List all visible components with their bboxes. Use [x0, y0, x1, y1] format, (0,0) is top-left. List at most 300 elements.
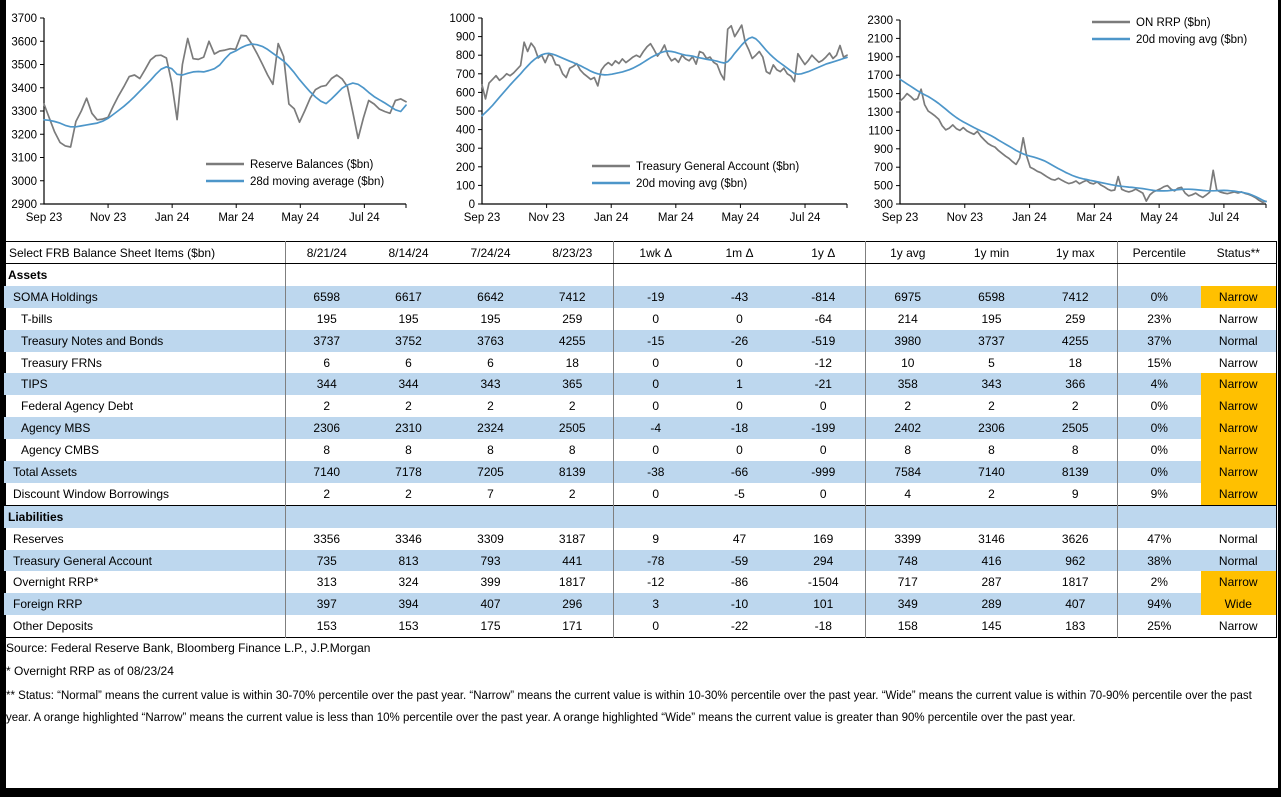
row-label: Treasury FRNs [21, 355, 102, 370]
value-cell: 8 [988, 443, 995, 458]
value-cell: 2505 [1061, 421, 1089, 436]
value-cell: 8 [487, 443, 494, 458]
table-row [4, 593, 1277, 615]
status-cell: Narrow [1201, 286, 1277, 308]
empty-cell [532, 505, 614, 527]
y-tick-label: 3100 [11, 152, 37, 165]
reserve-balances-chart [6, 6, 426, 234]
value-cell: -15 [614, 330, 698, 352]
value-cell: 259 [1065, 311, 1086, 326]
y-tick-label: 900 [455, 31, 475, 44]
value-cell: 399 [480, 575, 501, 590]
value-cell: 2306 [978, 421, 1005, 436]
value-cell: 7178 [395, 464, 422, 479]
value-cell: 2 [405, 486, 412, 501]
value-cell: 7140 [286, 461, 368, 483]
treasury-general-account-chart [442, 6, 857, 234]
value-cell: 349 [866, 593, 950, 615]
value-cell: 9 [1071, 486, 1079, 501]
value-cell: 3980 [866, 330, 950, 352]
value-cell: 0 [614, 615, 698, 637]
value-cell: 358 [866, 373, 950, 395]
value-cell: 47% [1118, 528, 1201, 550]
value-cell: 343 [480, 377, 501, 392]
status-cell: Narrow [1218, 619, 1258, 634]
value-cell: 6 [487, 355, 494, 370]
empty-cell [1201, 264, 1277, 286]
value-cell: 394 [398, 597, 419, 612]
x-tick-label: Sep 23 [881, 212, 919, 224]
value-cell: 7140 [978, 464, 1005, 479]
value-cell: 153 [398, 619, 419, 634]
value-cell: 3763 [477, 333, 504, 348]
value-cell: 407 [1065, 597, 1086, 612]
y-tick-label: 500 [873, 180, 893, 193]
value-cell: 37% [1118, 330, 1201, 352]
table-row [4, 571, 1277, 593]
value-cell: 3309 [477, 531, 504, 546]
status-definition-note: ** Status: “Normal” means the current value is within 30-70% percentile over the past year. “Narrow” means the current value is within 10-30% percentile over the past year. “Wide” means the current value is within 70-90% percentile over the past year. A orange highlighted “Narrow” means the current value is less than 10% percentile over the past year. A orange highlighted “Wide” means the current value is greater than 90% percentile over the past year. [6, 690, 1252, 724]
status-cell: Normal [1218, 333, 1258, 348]
empty-cell [698, 505, 782, 527]
y-tick-label: 1700 [867, 70, 893, 83]
value-cell: 2 [286, 395, 368, 417]
value-cell: 287 [981, 575, 1002, 590]
table-row [4, 330, 1277, 352]
x-tick-label: Nov 23 [89, 212, 127, 224]
value-cell: 1817 [1061, 575, 1089, 590]
value-cell: 294 [813, 553, 834, 568]
value-cell: 2 [866, 395, 950, 417]
x-tick-label: Mar 24 [218, 212, 255, 224]
y-tick-label: 3600 [11, 36, 37, 49]
value-cell: 0% [1118, 439, 1201, 461]
value-cell: 195 [398, 311, 419, 326]
value-cell: -12 [814, 355, 832, 370]
y-tick-label: 1300 [867, 107, 893, 119]
value-cell: 8 [1071, 443, 1079, 458]
table-row [4, 550, 1277, 572]
legend-label: 20d moving avg ($bn) [636, 178, 748, 190]
value-cell: -519 [811, 333, 836, 348]
y-tick-label: 900 [873, 143, 893, 156]
series-reserve-balances-bn- [44, 35, 406, 147]
series-20d-moving-avg-bn- [482, 37, 847, 116]
status-cell: Narrow [1201, 417, 1277, 439]
section-row [4, 505, 1277, 527]
value-cell: 7412 [558, 289, 586, 304]
empty-cell [368, 505, 450, 527]
table-row [4, 286, 1277, 308]
empty-cell [950, 505, 1034, 527]
x-tick-label: Nov 23 [528, 212, 565, 224]
legend-label: 20d moving avg ($bn) [1136, 34, 1248, 46]
y-tick-label: 3700 [11, 13, 37, 25]
x-tick-label: Jan 24 [593, 212, 629, 224]
value-cell: 1 [736, 377, 743, 392]
value-cell: 6 [405, 355, 412, 370]
value-cell: 169 [813, 531, 834, 546]
column-header: Percentile [1118, 242, 1201, 264]
table-row [4, 461, 1277, 483]
value-cell: -59 [730, 553, 749, 568]
value-cell: 813 [398, 553, 419, 568]
value-cell: 416 [981, 553, 1002, 568]
value-cell: 8139 [558, 464, 586, 479]
table-row [4, 528, 1277, 550]
value-cell: 3626 [1061, 531, 1089, 546]
value-cell: -12 [614, 571, 698, 593]
value-cell: 47 [732, 531, 747, 546]
row-label: Foreign RRP [13, 597, 83, 612]
status-cell: Narrow [1201, 373, 1277, 395]
value-cell: 3737 [978, 333, 1005, 348]
row-label: SOMA Holdings [13, 289, 98, 304]
value-cell: 15% [1118, 352, 1201, 374]
value-cell: 5 [988, 355, 995, 370]
column-header: 1m Δ [698, 242, 782, 264]
value-cell: 6 [286, 352, 368, 374]
value-cell: 7205 [477, 464, 504, 479]
x-tick-label: Jul 24 [349, 212, 380, 224]
value-cell: -43 [730, 289, 749, 304]
value-cell: 18 [565, 355, 579, 370]
y-tick-label: 1900 [867, 51, 893, 64]
y-tick-label: 800 [455, 50, 475, 63]
value-cell: 23% [1118, 308, 1201, 330]
empty-cell [950, 264, 1034, 286]
value-cell: -38 [614, 461, 698, 483]
empty-cell [698, 264, 782, 286]
value-cell: 38% [1118, 550, 1201, 572]
value-cell: 441 [562, 553, 583, 568]
value-cell: 8139 [1061, 464, 1089, 479]
value-cell: 183 [1065, 619, 1086, 634]
balance-sheet-table [3, 241, 1277, 638]
y-tick-label: 700 [873, 162, 893, 175]
value-cell: 2 [1071, 399, 1079, 414]
table-row [4, 439, 1277, 461]
status-cell: Narrow [1201, 395, 1277, 417]
empty-cell [532, 264, 614, 286]
column-header: 7/24/24 [450, 242, 532, 264]
value-cell: 296 [562, 597, 583, 612]
value-cell: 3399 [866, 528, 950, 550]
y-tick-label: 3300 [11, 106, 37, 118]
status-cell: Narrow [1201, 571, 1277, 593]
table-row [4, 373, 1277, 395]
value-cell: 962 [1065, 553, 1086, 568]
y-tick-label: 2100 [867, 33, 893, 46]
value-cell: 365 [562, 377, 583, 392]
column-header: Status** [1201, 242, 1277, 264]
status-cell: Wide [1201, 593, 1277, 615]
value-cell: 8 [568, 443, 576, 458]
x-tick-label: Jul 24 [789, 212, 821, 224]
status-cell: Narrow [1218, 355, 1258, 370]
value-cell: 6642 [477, 289, 504, 304]
table-title: Select FRB Balance Sheet Items ($bn) [4, 242, 286, 264]
value-cell: 4255 [558, 333, 586, 348]
row-label: Agency MBS [21, 421, 91, 436]
value-cell: 9% [1118, 483, 1201, 505]
x-tick-label: May 24 [721, 212, 760, 224]
value-cell: 1817 [558, 575, 586, 590]
value-cell: 0% [1118, 461, 1201, 483]
value-cell: 175 [480, 619, 501, 634]
value-cell: 2505 [558, 421, 586, 436]
value-cell: 2 [988, 486, 995, 501]
value-cell: 0% [1118, 417, 1201, 439]
value-cell: 3356 [286, 528, 368, 550]
value-cell: 4 [866, 483, 950, 505]
empty-cell [1034, 505, 1118, 527]
value-cell: -86 [730, 575, 749, 590]
column-header: 1y max [1034, 242, 1118, 264]
row-label: Assets [8, 267, 48, 282]
value-cell: -4 [614, 417, 698, 439]
value-cell: 748 [866, 550, 950, 572]
value-cell: 195 [286, 308, 368, 330]
value-cell: 94% [1118, 593, 1201, 615]
row-label: Federal Agency Debt [21, 399, 134, 414]
row-label: Total Assets [13, 464, 78, 479]
value-cell: 0 [614, 352, 698, 374]
value-cell: 3752 [395, 333, 422, 348]
value-cell: 8 [866, 439, 950, 461]
row-label: Agency CMBS [21, 443, 100, 458]
value-cell: 8 [286, 439, 368, 461]
value-cell: 6598 [286, 286, 368, 308]
value-cell: 18 [1068, 355, 1082, 370]
empty-cell [286, 264, 368, 286]
x-tick-label: May 24 [281, 212, 320, 224]
empty-cell [1118, 505, 1201, 527]
value-cell: 195 [480, 311, 501, 326]
legend-label: 28d moving average ($bn) [250, 176, 385, 188]
value-cell: -21 [814, 377, 832, 392]
value-cell: 366 [1065, 377, 1086, 392]
on-rrp-chart [858, 6, 1278, 234]
value-cell: 344 [286, 373, 368, 395]
value-cell: 343 [981, 377, 1002, 392]
value-cell: 0 [736, 311, 743, 326]
y-tick-label: 1100 [868, 125, 893, 138]
row-label: Liabilities [4, 505, 286, 527]
legend-label: Reserve Balances ($bn) [250, 159, 374, 171]
table-row [4, 417, 1277, 439]
y-tick-label: 2900 [11, 199, 37, 211]
row-label: TIPS [21, 377, 48, 392]
y-tick-label: 400 [455, 124, 475, 137]
value-cell: 2 [405, 399, 412, 414]
row-label: Reserves [13, 531, 64, 546]
value-cell: 0 [819, 443, 827, 458]
column-header: 1y avg [866, 242, 950, 264]
y-tick-label: 700 [455, 68, 475, 81]
value-cell: 214 [866, 308, 950, 330]
empty-cell [1118, 264, 1201, 286]
value-cell: 4255 [1061, 333, 1089, 348]
x-tick-label: Nov 23 [946, 212, 984, 224]
empty-cell [782, 264, 866, 286]
series-on-rrp-bn- [900, 89, 1266, 202]
y-tick-label: 200 [455, 161, 475, 174]
value-cell: 7 [487, 486, 494, 501]
y-tick-label: 600 [455, 87, 475, 100]
value-cell: -78 [614, 550, 698, 572]
y-tick-label: 3500 [11, 59, 37, 72]
status-cell: Narrow [1201, 461, 1277, 483]
value-cell: -199 [811, 421, 836, 436]
series-28d-moving-average-bn- [44, 44, 406, 127]
value-cell: 793 [480, 553, 501, 568]
value-cell: -22 [730, 619, 749, 634]
value-cell: 0 [614, 439, 698, 461]
y-tick-label: 500 [455, 106, 475, 118]
value-cell: 3187 [558, 531, 586, 546]
value-cell: 3737 [286, 330, 368, 352]
empty-cell [450, 264, 532, 286]
balance-sheet-table-wrap [3, 241, 1277, 638]
value-cell: 6617 [395, 289, 422, 304]
empty-cell [866, 505, 950, 527]
value-cell: 0 [614, 308, 698, 330]
table-row [4, 483, 1277, 505]
value-cell: 0 [614, 395, 698, 417]
x-tick-label: Sep 23 [25, 212, 63, 224]
status-cell: Normal [1218, 531, 1258, 546]
value-cell: 195 [981, 311, 1002, 326]
value-cell: 2306 [286, 417, 368, 439]
value-cell: 2310 [395, 421, 422, 436]
value-cell: -18 [730, 421, 749, 436]
value-cell: 4% [1118, 373, 1201, 395]
row-label: Discount Window Borrowings [13, 486, 170, 501]
column-header: 8/14/24 [368, 242, 450, 264]
table-row [4, 395, 1277, 417]
page-border-bottom [0, 788, 1281, 797]
empty-cell [1034, 264, 1118, 286]
column-header: 8/21/24 [286, 242, 368, 264]
empty-cell [368, 264, 450, 286]
value-cell: -10 [730, 597, 749, 612]
legend-label: ON RRP ($bn) [1136, 17, 1211, 29]
value-cell: 101 [813, 597, 834, 612]
y-tick-label: 300 [873, 199, 893, 211]
source-note: Source: Federal Reserve Bank, Bloomberg Finance L.P., J.P.Morgan [6, 641, 371, 655]
value-cell: -66 [730, 464, 749, 479]
y-tick-label: 3400 [11, 82, 37, 95]
value-cell: 2 [988, 399, 995, 414]
value-cell: 289 [981, 597, 1002, 612]
value-cell: 10 [866, 352, 950, 374]
value-cell: 171 [562, 619, 583, 634]
x-tick-label: Jan 24 [1012, 212, 1047, 224]
status-cell: Narrow [1218, 311, 1258, 326]
axes [900, 20, 1266, 204]
overnight-rrp-note: * Overnight RRP as of 08/23/24 [6, 664, 174, 678]
column-header: 1y Δ [782, 242, 866, 264]
value-cell: 2 [487, 399, 494, 414]
value-cell: 0 [614, 483, 698, 505]
row-label: Other Deposits [13, 619, 94, 634]
section-row [4, 264, 1277, 286]
table-row [4, 615, 1277, 637]
value-cell: -18 [814, 619, 832, 634]
column-header: 1y min [950, 242, 1034, 264]
value-cell: 259 [562, 311, 583, 326]
value-cell: 0 [736, 443, 743, 458]
value-cell: 3146 [978, 531, 1005, 546]
y-tick-label: 3000 [11, 175, 37, 188]
value-cell: 3 [614, 593, 698, 615]
value-cell: 407 [480, 597, 501, 612]
value-cell: 9 [614, 528, 698, 550]
x-tick-label: Mar 24 [657, 212, 694, 224]
value-cell: -999 [811, 464, 836, 479]
series-treasury-general-account-bn- [482, 25, 847, 99]
value-cell: 397 [286, 593, 368, 615]
row-label: Treasury General Account [13, 553, 152, 568]
value-cell: 0 [736, 355, 743, 370]
value-cell: -19 [614, 286, 698, 308]
value-cell: 0% [1118, 286, 1201, 308]
value-cell: 25% [1118, 615, 1201, 637]
value-cell: 158 [866, 615, 950, 637]
value-cell: 717 [866, 571, 950, 593]
value-cell: 0% [1118, 395, 1201, 417]
y-tick-label: 1500 [867, 88, 893, 101]
value-cell: 6598 [978, 289, 1005, 304]
empty-cell [866, 264, 950, 286]
value-cell: 2 [568, 486, 576, 501]
value-cell: 2402 [866, 417, 950, 439]
x-tick-label: Jul 24 [1208, 212, 1240, 224]
value-cell: 324 [398, 575, 419, 590]
value-cell: 7412 [1061, 289, 1089, 304]
value-cell: 735 [286, 550, 368, 572]
row-label: Treasury Notes and Bonds [21, 333, 164, 348]
value-cell: 3346 [395, 531, 422, 546]
y-tick-label: 2300 [867, 15, 893, 27]
status-cell: Normal [1218, 553, 1258, 568]
value-cell: -814 [811, 289, 836, 304]
value-cell: -64 [814, 311, 832, 326]
table-header-row [4, 242, 1277, 264]
table-row [4, 308, 1277, 330]
value-cell: 8 [405, 443, 412, 458]
y-tick-label: 1000 [449, 13, 475, 25]
value-cell: 313 [286, 571, 368, 593]
empty-cell [450, 505, 532, 527]
x-tick-label: Jan 24 [154, 212, 190, 224]
value-cell: 6975 [866, 286, 950, 308]
status-cell: Narrow [1201, 439, 1277, 461]
value-cell: 2324 [477, 421, 504, 436]
table-row [4, 352, 1277, 374]
value-cell: 0 [819, 486, 827, 501]
y-tick-label: 300 [455, 143, 475, 156]
x-tick-label: Mar 24 [1076, 212, 1113, 224]
y-tick-label: 100 [455, 180, 475, 193]
value-cell: -5 [734, 486, 745, 501]
legend-label: Treasury General Account ($bn) [636, 161, 800, 173]
empty-cell [782, 505, 866, 527]
value-cell: 0 [819, 399, 827, 414]
empty-cell [614, 505, 698, 527]
value-cell: 2 [568, 399, 576, 414]
